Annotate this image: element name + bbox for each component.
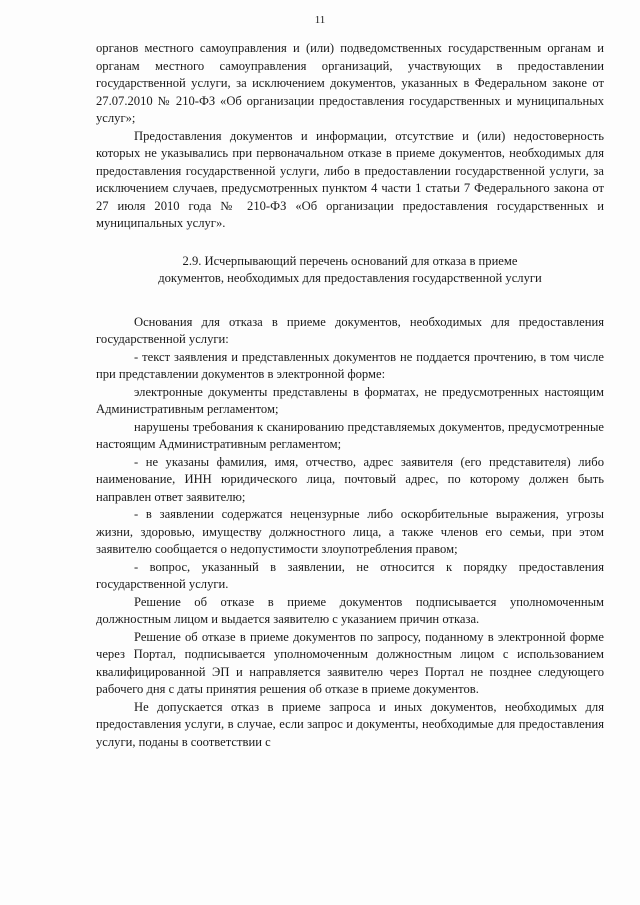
list-item: - текст заявления и представленных документов не поддается прочтению, в том числе при представлении документов в электронной форме: [96, 349, 604, 381]
paragraph-continuation: органов местного самоуправления и (или) подведомственных государственным органам и органам местного самоуправления организаций, участвующих в предоставлении государственной услуги, за исключением документов, указанных в Федеральном законе от 27.07.2010 № 210-ФЗ «Об организации предоставления государственных и муниципальных услуг»; [96, 41, 604, 125]
paragraph: Решение об отказе в приеме документов по запросу, поданному в электронной форме через Портал, подписывается уполномоченным должностным лицом с использованием квалифицированной ЭП и направляется заявителю через Портал не позднее следующего рабочего дня с даты принятия решения об отказе в приеме документов. [96, 629, 604, 696]
paragraph: Решение об отказе в приеме документов подписывается уполномоченным должностным лицом и выдается заявителю с указанием причин отказа. [96, 594, 604, 626]
list-item: - вопрос, указанный в заявлении, не относится к порядку предоставления государственной услуги. [96, 559, 604, 591]
paragraph: Предоставления документов и информации, отсутствие и (или) недостоверность которых не указывались при первоначальном отказе в приеме документов, необходимых для предоставления государственной услуги, либо в предоставлении государственной услуги, за исключением случаев, предусмотренных пунктом 4 части 1 статьи 7 Федерального закона от 27 июля 2010 года № 210-ФЗ «Об организации предоставления государственных и муниципальных услуг». [96, 128, 604, 230]
section-heading: 2.9. Исчерпывающий перечень оснований для отказа в приеме документов, необходимых для предоставления государственной услуги [158, 253, 542, 285]
list-item: - в заявлении содержатся нецензурные либо оскорбительные выражения, угрозы жизни, здоровью, имуществу должностного лица, а также членов его семьи, при этом заявителю сообщается о недопустимости злоупотребления правом; [96, 507, 604, 556]
list-item: электронные документы представлены в форматах, не предусмотренных настоящим Административным регламентом; [96, 384, 604, 416]
document-body [96, 40, 604, 751]
list-item: - не указаны фамилия, имя, отчество, адрес заявителя (его представителя) либо наименование, ИНН юридического лица, почтовый адрес, по которому должен быть направлен ответ заявителю; [96, 454, 604, 504]
page-number: 11 [314, 14, 326, 26]
paragraph: Не допускается отказ в приеме запроса и иных документов, необходимых для предоставления услуги, в случае, если запрос и документы, необходимые для предоставления услуги, поданы в соответствии с [96, 699, 604, 749]
paragraph: Основания для отказа в приеме документов, необходимых для предоставления государственной услуги: [96, 314, 604, 346]
list-item: нарушены требования к сканированию представляемых документов, предусмотренные настоящим Административным регламентом; [96, 419, 604, 451]
